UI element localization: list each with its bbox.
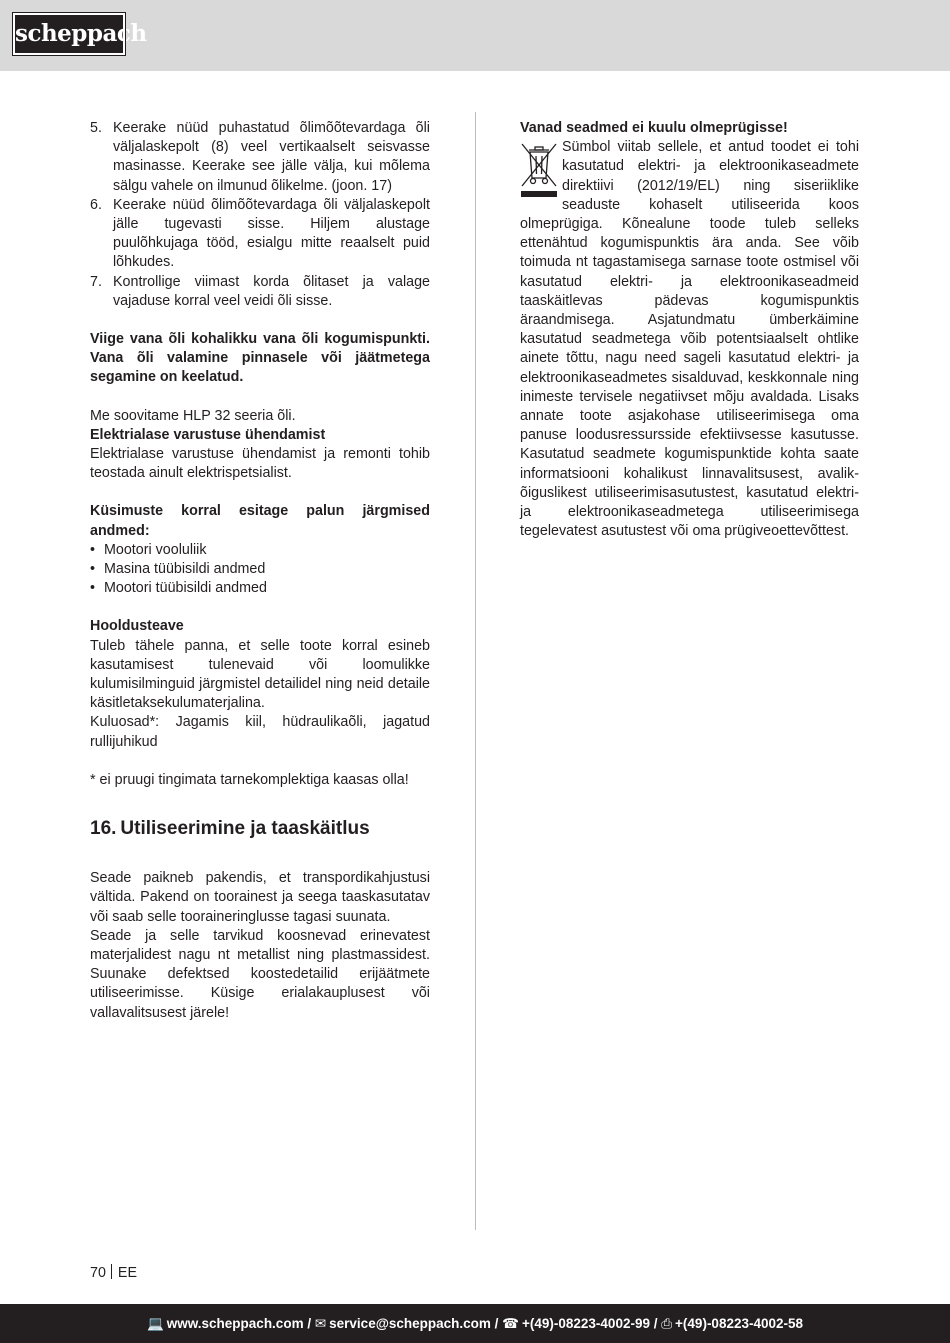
column-divider (475, 112, 476, 1230)
left-column (90, 119, 430, 1023)
list-item: • Masina tüübisildi andmed (90, 561, 266, 578)
step-item (90, 119, 430, 196)
electrical-heading: Elektrialase varustuse ühendamist (90, 426, 326, 443)
step-number: 7. (90, 273, 102, 290)
electrical-text: Elektrialase varustuse ühendamist ja remonti tohib teostada ainult elektrispetsialist. (90, 446, 430, 482)
service-heading: Hooldusteave (90, 618, 184, 635)
list-item: • Mootori vooluliik (90, 541, 207, 558)
step-item (90, 196, 430, 273)
step-number: 5. (90, 120, 102, 136)
footnote: * ei pruugi tingimata tarnekomplektiga kaasas olla! (90, 771, 409, 788)
questions-heading: Küsimuste korral esitage palun järgmised andmed: (90, 503, 430, 539)
email-link[interactable]: service@scheppach.com / (329, 1316, 499, 1331)
computer-icon: 💻 (146, 1316, 164, 1331)
step-text: Keerake nüüd õlimõõtevardaga õli väljalaskepolt jälle tugevasti sisse. Hiljem alustage puulõhkujaga tööd, esialgu mitte reaalselt puid lõhkudes. (113, 196, 430, 271)
section-number: 16. (90, 818, 117, 840)
fax-number: +(49)-08223-4002-58 (675, 1316, 804, 1331)
oil-recommendation: Me soovitame HLP 32 seeria õli. (90, 407, 296, 424)
envelope-icon: ✉ (314, 1316, 327, 1331)
section-heading (90, 817, 430, 841)
oil-disposal-warning: Viige vana õli kohalikku vana õli kogumispunkti. Vana õli valamine pinnasele või jäätmetega segamine on keelatud. (90, 331, 430, 386)
language-code: EE (117, 1265, 137, 1281)
weee-text: Sümbol viitab sellele, et antud toodet ei tohi kasutatud elektri- ja elektroonikaseadmete direktiivi (2012/19/EL) ning siseriiklike seaduste kohaselt utiliseerida koos olmeprügiga. Kõnealune toode tuleb selleks ettenähtud kogumispunktis ära anda. See võib toimuda nt tagastamisega sarnase toote ostmisel või kasutatud elektri- ja elektroonikaseadmeid taaskäitlevas pädevas kogumispunktis äraandmisega. Asjatundmatu ümberkäimine kasutatud seadmetega võib potentsiaalselt ohtlike ainete tõttu, nagu need sageli kasutatud elektri- ja elektroonikaseadmetes sisalduvad, keskkonnale ning inimeste tervisele negatiivset mõju avaldada. Lisaks annate toote asjakohase utiliseerimisega oma panuse loodusressursside efektiivsesse kasutusse. Kasutatud seadmete kogumispunktide kohta saate informatsiooni kohalikust linnavalitsusest, avalik-õiguslikest utiliseerimisasutustest, kasutatud elektri- ja elektroonikaseadmetega utiliseerimisega tegelevatest asutustest või oma prügiveoettevõttest. (520, 139, 859, 540)
page-header (0, 0, 950, 71)
wear-parts: Kuluosad*: Jagamis kiil, hüdraulikaõli, jagatud rullijuhikud (90, 714, 430, 750)
weee-heading: Vanad seadmed ei kuulu olmeprügisse! (520, 120, 788, 136)
phone-number: +(49)-08223-4002-99 / (522, 1316, 658, 1331)
section-title: Utiliseerimine ja taaskäitlus (120, 818, 370, 840)
scheppach-logo: scheppach (13, 13, 125, 55)
page-number-block (90, 1264, 137, 1283)
website-link[interactable]: www.scheppach.com / (166, 1316, 312, 1331)
disposal-paragraph-1: Seade paikneb pakendis, et transpordikahjustusi vältida. Pakend on toorainest ja seega taaskasutatav või saab selle tooraineringlusse tagasi suunata. (90, 870, 430, 925)
questions-list (90, 541, 430, 599)
step-item (90, 273, 430, 311)
step-number: 6. (90, 196, 102, 213)
disposal-paragraph-2: Seade ja selle tarvikud koosnevad erinevatest materjalidest nagu nt metallist ning plastmassidest. Suunake defektsed koostedetailid erijäätmete utiliseerimisse. Küsige erialakauplusest või vallavalitsusest järele! (90, 927, 430, 1021)
crossed-out-wheelie-bin-icon (520, 142, 558, 200)
phone-icon: ☎ (502, 1316, 519, 1331)
step-text: Keerake nüüd puhastatud õlimõõtevardaga õli väljalaskepolt (8) veel vertikaalselt seisvasse masinasse. Keerake see jälle välja, kui mõlema sälgu vahele on ilmunud õlikelme. (joon. 17) (113, 120, 430, 194)
page-number: 70 (90, 1265, 106, 1281)
page-footer (0, 1304, 950, 1343)
right-column (520, 119, 859, 541)
service-text: Tuleb tähele panna, et selle toote korral esineb kasutamisest tulenevaid või loomulikke kulumisilminguid järgmistel detailidel ning neid detaile käsitletaksekulumaterjalina. (90, 637, 430, 712)
oil-check-steps (90, 119, 430, 311)
fax-icon: ⎙ (661, 1316, 673, 1331)
list-item: • Mootori tüübisildi andmed (90, 580, 267, 597)
step-text: Kontrollige viimast korda õlitaset ja valage vajaduse korral veel veidi õli sisse. (113, 273, 430, 309)
